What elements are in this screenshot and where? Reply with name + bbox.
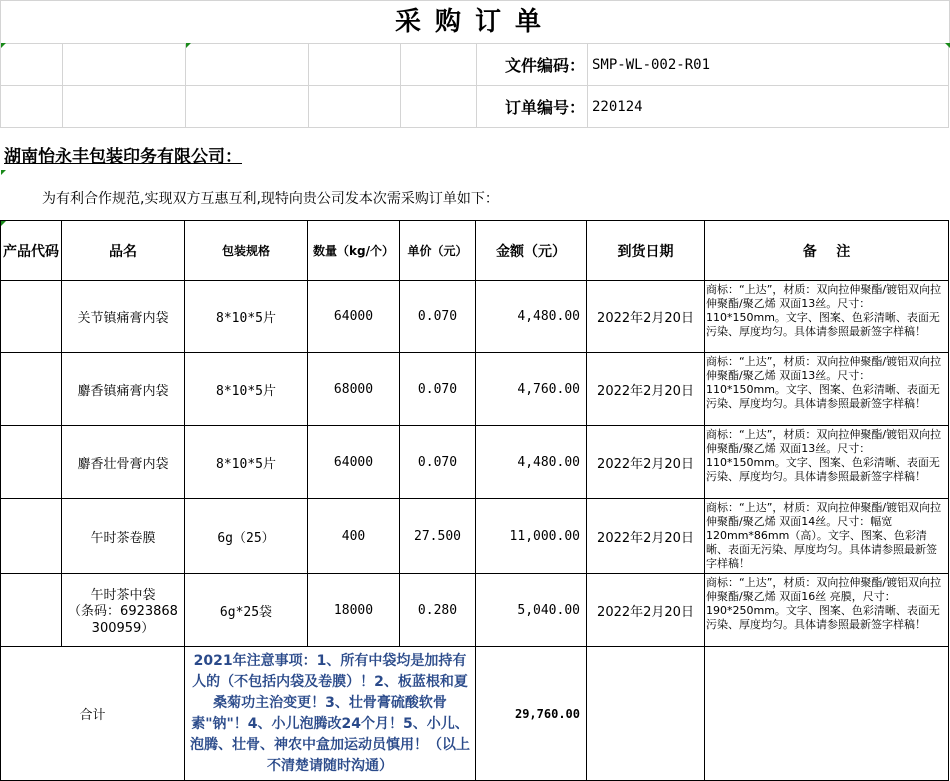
header-amount: 金额（元） bbox=[476, 221, 587, 281]
header-unit-price: 单价（元） bbox=[400, 221, 476, 281]
file-code-label: 文件编码： bbox=[477, 44, 588, 86]
spec-cell: 8*10*5片 bbox=[185, 353, 308, 426]
barcode-text: （条码：6923868300959） bbox=[68, 603, 178, 636]
order-no-label: 订单编号： bbox=[477, 86, 588, 128]
quantity-cell: 64000 bbox=[308, 281, 400, 353]
blank-cell bbox=[309, 44, 401, 86]
cell-marker-icon bbox=[945, 43, 950, 48]
blank-cell bbox=[309, 86, 401, 128]
blank-cell bbox=[186, 86, 309, 128]
header-product-code: 产品代码 bbox=[1, 221, 62, 281]
delivery-date-cell: 2022年2月20日 bbox=[587, 353, 705, 426]
remark-cell: 商标：“上达”，材质：双向拉伸聚酯/镀铝双向拉伸聚酯/聚乙烯 双面16丝 亮膜，尺寸：190*250mm。文字、图案、色彩清晰、表面无污染、厚度均匀。具体请参照最新签字样稿！ bbox=[705, 574, 949, 647]
blank-cell bbox=[186, 44, 309, 86]
amount-cell: 4,760.00 bbox=[476, 353, 587, 426]
order-table bbox=[0, 220, 949, 781]
header-remark: 备 注 bbox=[705, 221, 949, 281]
product-code-cell bbox=[1, 499, 62, 574]
table-row bbox=[1, 353, 949, 426]
quantity-cell: 68000 bbox=[308, 353, 400, 426]
cell-marker-icon bbox=[1, 43, 6, 48]
cell-marker-icon bbox=[186, 43, 191, 48]
blank-cell bbox=[1, 86, 63, 128]
remark-cell: 商标：“上达”，材质：双向拉伸聚酯/镀铝双向拉伸聚酯/聚乙烯 双面13丝。尺寸：110*150mm。文字、图案、色彩清晰、表面无污染、厚度均匀。具体请参照最新签字样稿！ bbox=[705, 353, 949, 426]
header-info-grid bbox=[0, 43, 949, 128]
supplier-name: 湖南怡永丰包装印务有限公司： bbox=[4, 147, 242, 167]
blank-cell bbox=[587, 647, 705, 781]
quantity-cell: 64000 bbox=[308, 426, 400, 499]
spec-cell: 8*10*5片 bbox=[185, 281, 308, 353]
header-product-name: 品名 bbox=[62, 221, 185, 281]
document-title: 采购订单 bbox=[0, 0, 950, 44]
amount-cell: 4,480.00 bbox=[476, 426, 587, 499]
table-row bbox=[1, 499, 949, 574]
blank-cell bbox=[63, 44, 186, 86]
delivery-date-cell: 2022年2月20日 bbox=[587, 574, 705, 647]
amount-cell: 5,040.00 bbox=[476, 574, 587, 647]
product-name-cell bbox=[62, 574, 185, 647]
blank-cell bbox=[401, 44, 477, 86]
unit-price-cell: 0.070 bbox=[400, 353, 476, 426]
product-code-cell bbox=[1, 281, 62, 353]
notice-text: 2021年注意事项：1、所有中袋均是加持有人的（不包括内袋及卷膜）！2、板蓝根和夏桑菊功主治变更！3、壮骨膏硫酸软骨素"钠"！4、小儿泡腾改24个月！5、小儿、泡腾、壮骨、神农中盒加运动员慎用！（以上不清楚请随时沟通） bbox=[185, 647, 476, 781]
order-no-value: 220124 bbox=[588, 86, 949, 128]
total-amount: 29,760.00 bbox=[476, 647, 587, 781]
blank-cell bbox=[401, 86, 477, 128]
total-row bbox=[1, 647, 949, 781]
unit-price-cell: 0.070 bbox=[400, 426, 476, 499]
product-name-cell: 麝香壮骨膏内袋 bbox=[62, 426, 185, 499]
header-spec: 包装规格 bbox=[185, 221, 308, 281]
table-row bbox=[1, 426, 949, 499]
table-header-row bbox=[1, 221, 949, 281]
quantity-cell: 18000 bbox=[308, 574, 400, 647]
table-row bbox=[1, 281, 949, 353]
remark-cell: 商标：“上达”，材质：双向拉伸聚酯/镀铝双向拉伸聚酯/聚乙烯 双面13丝。尺寸：110*150mm。文字、图案、色彩清晰、表面无污染、厚度均匀。具体请参照最新签字样稿！ bbox=[705, 281, 949, 353]
header-quantity: 数量（kg/个） bbox=[308, 221, 400, 281]
remark-cell: 商标：“上达”，材质：双向拉伸聚酯/镀铝双向拉伸聚酯/聚乙烯 双面14丝。尺寸：幅宽120mm*86mm（高）。文字、图案、色彩清晰、表面无污染、厚度均匀。具体请参照最新签字样稿！ bbox=[705, 499, 949, 574]
product-code-cell bbox=[1, 426, 62, 499]
blank-cell bbox=[63, 86, 186, 128]
quantity-cell: 400 bbox=[308, 499, 400, 574]
product-name-cell: 午时茶卷膜 bbox=[62, 499, 185, 574]
spec-cell: 6g*25袋 bbox=[185, 574, 308, 647]
unit-price-cell: 27.500 bbox=[400, 499, 476, 574]
table-row bbox=[1, 574, 949, 647]
intro-text: 为有利合作规范,实现双方互惠互利,现特向贵公司发本次需采购订单如下： bbox=[42, 191, 499, 207]
amount-cell: 4,480.00 bbox=[476, 281, 587, 353]
product-code-cell bbox=[1, 353, 62, 426]
blank-cell bbox=[1, 44, 63, 86]
unit-price-cell: 0.280 bbox=[400, 574, 476, 647]
spec-cell: 8*10*5片 bbox=[185, 426, 308, 499]
delivery-date-cell: 2022年2月20日 bbox=[587, 426, 705, 499]
unit-price-cell: 0.070 bbox=[400, 281, 476, 353]
delivery-date-cell: 2022年2月20日 bbox=[587, 499, 705, 574]
file-code-value: SMP-WL-002-R01 bbox=[588, 44, 949, 86]
product-code-cell bbox=[1, 574, 62, 647]
amount-cell: 11,000.00 bbox=[476, 499, 587, 574]
remark-cell: 商标：“上达”，材质：双向拉伸聚酯/镀铝双向拉伸聚酯/聚乙烯 双面13丝。尺寸：110*150mm。文字、图案、色彩清晰、表面无污染、厚度均匀。具体请参照最新签字样稿！ bbox=[705, 426, 949, 499]
total-label: 合计 bbox=[1, 647, 185, 781]
product-name-text: 午时茶中袋 bbox=[90, 587, 156, 603]
delivery-date-cell: 2022年2月20日 bbox=[587, 281, 705, 353]
cell-marker-icon bbox=[1, 170, 6, 175]
header-delivery-date: 到货日期 bbox=[587, 221, 705, 281]
cell-marker-icon bbox=[1, 221, 6, 226]
spec-cell: 6g（25） bbox=[185, 499, 308, 574]
blank-cell bbox=[705, 647, 949, 781]
product-name-cell: 麝香镇痛膏内袋 bbox=[62, 353, 185, 426]
product-name-cell: 关节镇痛膏内袋 bbox=[62, 281, 185, 353]
